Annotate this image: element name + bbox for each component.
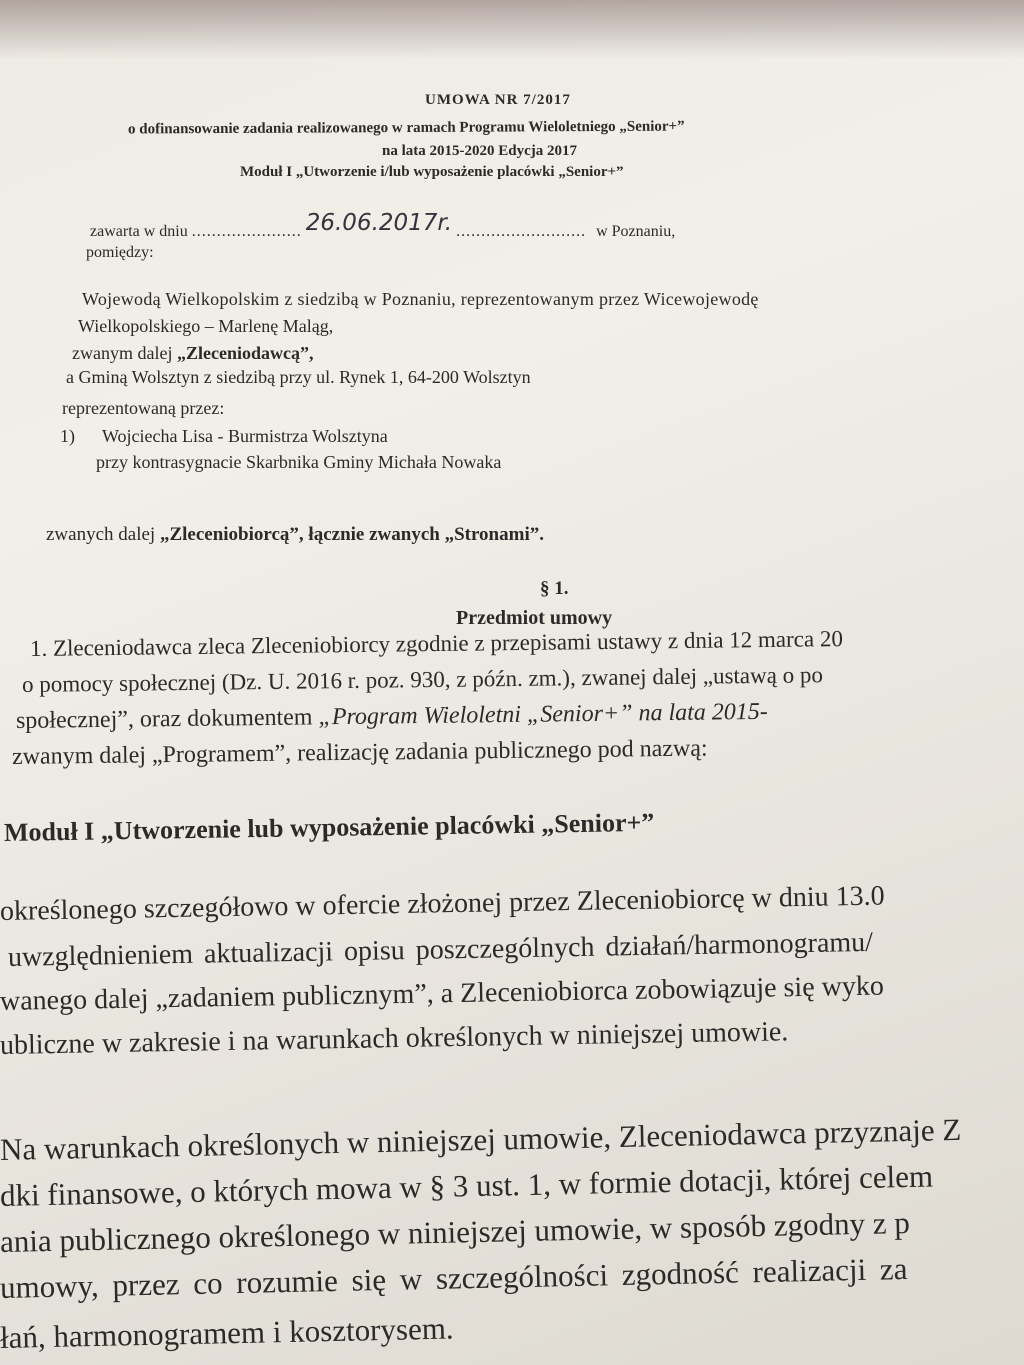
section-title: Przedmiot umowy bbox=[456, 607, 613, 629]
party-2-represented: reprezentowaną przez: bbox=[62, 398, 225, 418]
contract-title: UMOWA NR 7/2017 bbox=[425, 92, 571, 108]
body-line-12: umowy, przez co rozumie się w szczególności zgodność realizacji za bbox=[0, 1250, 908, 1305]
body-line-5: określonego szczegółowo w ofercie złożonej przez Zleceniobiorcę w dniu 13.0 bbox=[0, 880, 885, 927]
between-label: pomiędzy: bbox=[86, 244, 154, 261]
party-2-alias-end: . bbox=[539, 524, 544, 545]
module-heading: Moduł I „Utworzenie lub wyposażenie placówki „Senior+” bbox=[3, 807, 655, 847]
body-line-7: wanego dalej „zadaniem publicznym”, a Zleceniobiorca zobowiązuje się wyko bbox=[0, 970, 885, 1017]
body-line-2: o pomocy społecznej (Dz. U. 2016 r. poz. 930, z późn. zm.), zwanej dalej „ustawą o po bbox=[21, 662, 824, 697]
party-1-alias bbox=[72, 343, 313, 364]
body-line-9: Na warunkach określonych w niniejszej umowie, Zleceniodawca przyznaje Z bbox=[0, 1111, 962, 1167]
party-2-line: a Gminą Wolsztyn z siedzibą przy ul. Rynek 1, 64-200 Wolsztyn bbox=[66, 367, 531, 387]
party-1-alias-prefix: zwanym dalej bbox=[72, 343, 177, 363]
contract-subtitle-3: Moduł I „Utworzenie i/lub wyposażenie placówki „Senior+” bbox=[240, 164, 624, 180]
party-2-alias-prefix: zwanych dalej bbox=[46, 524, 160, 545]
contract-subtitle-2: na lata 2015-2020 Edycja 2017 bbox=[382, 143, 577, 159]
body-line-13: łań, harmonogramem i kosztorysem. bbox=[0, 1310, 454, 1355]
date-prefix: zawarta w dniu bbox=[90, 223, 188, 240]
body-line-4: zwanym dalej „Programem”, realizację zadania publicznego pod nazwą: bbox=[11, 735, 708, 770]
representative-number: 1) bbox=[60, 426, 75, 446]
page-shadow bbox=[0, 0, 1024, 60]
party-2-alias-bold: „Zleceniobiorcą”, łącznie zwanych „Stronami” bbox=[159, 524, 540, 545]
party-1-alias-bold: „Zleceniodawcą”, bbox=[176, 343, 314, 363]
body-line-3 bbox=[16, 699, 768, 735]
body-line-6: uwzględnieniem aktualizacji opisu poszczególnych działań/harmonogramu/ bbox=[7, 926, 874, 973]
body-line-10: dki finansowe, o których mowa w § 3 ust. 1, w formie dotacji, której celem bbox=[0, 1158, 934, 1213]
party-2-alias bbox=[46, 524, 544, 546]
section-number: § 1. bbox=[540, 578, 569, 599]
body-line-3a: społecznej”, oraz dokumentem bbox=[15, 704, 319, 734]
representative-line bbox=[60, 426, 388, 447]
body-line-1: 1. Zleceniodawca zleca Zleceniobiorcy zgodnie z przepisami ustawy z dnia 12 marca 20 bbox=[29, 626, 844, 661]
date-dots-left: ...................... bbox=[191, 223, 302, 240]
date-suffix: w Poznaniu, bbox=[596, 223, 676, 240]
program-name: „Program Wieloletni „Senior+” na lata 2015- bbox=[318, 698, 768, 731]
date-dots-right: .......................... bbox=[456, 223, 587, 240]
countersignature-line: przy kontrasygnacie Skarbnika Gminy Michała Nowaka bbox=[96, 452, 502, 472]
representative-name: Wojciecha Lisa - Burmistrza Wolsztyna bbox=[102, 426, 388, 446]
party-1-line-a: Wojewodą Wielkopolskim z siedzibą w Poznaniu, reprezentowanym przez Wicewojewodę bbox=[82, 289, 759, 309]
party-1-line-b: Wielkopolskiego – Marlenę Maląg, bbox=[78, 316, 334, 336]
contract-subtitle-1: o dofinansowanie zadania realizowanego w ramach Programu Wieloletniego „Senior+” bbox=[127, 118, 685, 138]
body-line-11: ania publicznego określonego w niniejszej umowie, w sposób zgodny z p bbox=[0, 1204, 911, 1259]
handwritten-date: 26.06.2017r. bbox=[305, 210, 453, 236]
body-line-8: ubliczne w zakresie i na warunkach określonych w niniejszej umowie. bbox=[0, 1016, 789, 1061]
date-line bbox=[90, 210, 676, 242]
